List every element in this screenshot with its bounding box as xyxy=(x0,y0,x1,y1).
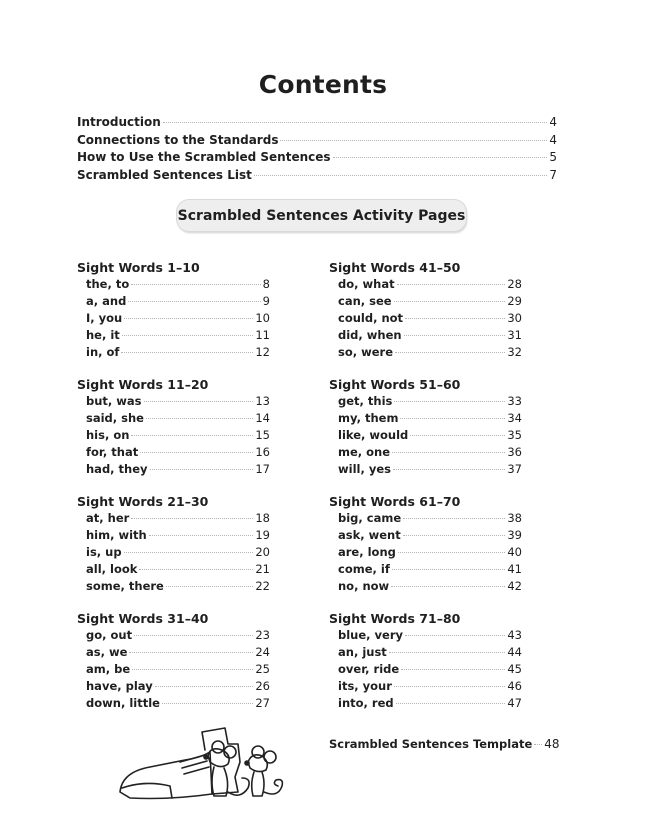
dot-leader xyxy=(394,301,506,302)
toc-entry[interactable] xyxy=(338,695,522,712)
dot-leader xyxy=(397,284,506,285)
dot-leader xyxy=(124,552,254,553)
right-column xyxy=(329,259,560,754)
dot-leader xyxy=(149,535,254,536)
toc-entry-label: come, if xyxy=(338,562,390,576)
toc-entry[interactable] xyxy=(86,644,270,661)
dot-leader xyxy=(131,435,253,436)
toc-entry-label: go, out xyxy=(86,628,133,642)
toc-entry[interactable] xyxy=(338,661,522,678)
dot-leader xyxy=(403,535,506,536)
toc-entry-label: over, ride xyxy=(338,662,400,676)
toc-entry-page: 25 xyxy=(255,662,270,676)
activity-pages-banner: Scrambled Sentences Activity Pages xyxy=(177,200,466,231)
toc-entry-page: 34 xyxy=(507,411,522,425)
mouse-ear-icon xyxy=(212,741,224,753)
toc-section xyxy=(77,610,270,727)
toc-entry-page: 4 xyxy=(549,132,557,147)
toc-entry-label: Scrambled Sentences Template xyxy=(329,737,533,751)
dot-leader xyxy=(132,669,253,670)
toc-entry-label: he, it xyxy=(86,328,120,342)
toc-section xyxy=(329,493,522,610)
template-entry-wrapper xyxy=(329,736,560,754)
toc-entry[interactable] xyxy=(86,461,270,478)
toc-entry-page: 20 xyxy=(255,545,270,559)
mouse-nose-icon xyxy=(245,761,249,765)
toc-entry[interactable] xyxy=(338,510,522,527)
toc-entry[interactable] xyxy=(338,393,522,410)
toc-entry-label: for, that xyxy=(86,445,139,459)
toc-entry-page: 33 xyxy=(507,394,522,408)
toc-entry-page: 45 xyxy=(507,662,522,676)
dot-leader xyxy=(254,175,548,176)
toc-entry-page: 12 xyxy=(255,345,270,359)
section-title[interactable]: Sight Words 1–10 xyxy=(77,260,200,275)
toc-entry-page: 14 xyxy=(255,411,270,425)
dot-leader xyxy=(131,284,260,285)
toc-entry-page: 10 xyxy=(255,311,270,325)
dot-leader xyxy=(131,518,253,519)
toc-entry[interactable] xyxy=(338,461,522,478)
dot-leader xyxy=(129,652,253,653)
toc-entry-page: 42 xyxy=(507,579,522,593)
toc-entry-page: 37 xyxy=(507,462,522,476)
toc-entry-how-to-use[interactable] xyxy=(77,149,557,167)
toc-entry[interactable] xyxy=(86,627,270,644)
toc-section xyxy=(77,493,270,610)
toc-entry-label: but, was xyxy=(86,394,142,408)
dot-leader xyxy=(395,352,505,353)
dot-leader xyxy=(400,418,505,419)
toc-entry-page: 15 xyxy=(255,428,270,442)
toc-entry-label: his, on xyxy=(86,428,130,442)
toc-entry-label: at, her xyxy=(86,511,130,525)
toc-entry-label: some, there xyxy=(86,579,164,593)
toc-entry-label: Introduction xyxy=(77,115,161,129)
dot-leader xyxy=(166,586,254,587)
toc-entry-label: do, what xyxy=(338,277,395,291)
toc-entry-label: like, would xyxy=(338,428,409,442)
toc-entry-page: 7 xyxy=(549,167,557,182)
toc-entry[interactable] xyxy=(338,310,522,327)
toc-entry[interactable] xyxy=(86,661,270,678)
toc-entry[interactable] xyxy=(86,510,270,527)
toc-entry-label: Connections to the Standards xyxy=(77,132,279,147)
toc-entry-label: down, little xyxy=(86,696,160,710)
toc-entry[interactable] xyxy=(86,310,270,327)
dot-leader xyxy=(128,301,260,302)
dot-leader xyxy=(134,635,253,636)
dot-leader xyxy=(146,418,253,419)
toc-entry-label: have, play xyxy=(86,679,153,693)
toc-entry[interactable] xyxy=(86,393,270,410)
toc-entry-label: me, one xyxy=(338,445,391,459)
toc-entry-label: can, see xyxy=(338,294,392,308)
toc-entry-page: 36 xyxy=(507,445,522,459)
toc-entry-label: big, came xyxy=(338,511,402,525)
toc-entry-page: 23 xyxy=(255,628,270,642)
toc-entry-label: will, yes xyxy=(338,462,391,476)
toc-entry-connections[interactable] xyxy=(77,132,557,150)
toc-entry-page: 30 xyxy=(507,311,522,325)
toc-entry-label: How to Use the Scrambled Sentences xyxy=(77,150,331,164)
toc-entry-page: 47 xyxy=(507,696,522,710)
section-title[interactable]: Sight Words 31–40 xyxy=(77,611,209,626)
dot-leader xyxy=(401,669,505,670)
toc-entry[interactable] xyxy=(338,427,522,444)
toc-entry[interactable] xyxy=(86,327,270,344)
toc-entry-label: I, you xyxy=(86,311,123,325)
toc-entry-label: a, and xyxy=(86,294,127,308)
dot-leader xyxy=(393,469,505,470)
mouse-body-icon xyxy=(212,767,228,796)
toc-section xyxy=(329,376,522,493)
toc-entry-label: had, they xyxy=(86,462,148,476)
section-title[interactable]: Sight Words 11–20 xyxy=(77,377,209,392)
section-title[interactable]: Sight Words 41–50 xyxy=(329,260,461,275)
toc-entry-label: as, we xyxy=(86,645,128,659)
toc-entry-label: did, when xyxy=(338,328,402,342)
mouse-tail-icon xyxy=(264,780,282,794)
toc-entry-page: 19 xyxy=(255,528,270,542)
shoe-sole-icon xyxy=(120,752,212,799)
toc-entry-label: am, be xyxy=(86,662,131,676)
toc-entry-label: so, were xyxy=(338,345,394,359)
dot-leader xyxy=(163,122,548,123)
toc-entry-page: 41 xyxy=(507,562,522,576)
toc-section xyxy=(329,610,522,727)
toc-entry-page: 32 xyxy=(507,345,522,359)
toc-entry[interactable] xyxy=(86,444,270,461)
page-title: Contents xyxy=(258,70,388,99)
dot-leader xyxy=(124,318,253,319)
toc-entry-page: 43 xyxy=(507,628,522,642)
toc-entry-page: 11 xyxy=(255,328,270,342)
dot-leader xyxy=(121,352,253,353)
dot-leader xyxy=(144,401,254,402)
toc-entry-page: 28 xyxy=(507,277,522,291)
toc-entry-label: its, your xyxy=(338,679,392,693)
toc-entry-page: 9 xyxy=(262,294,270,308)
section-title[interactable]: Sight Words 51–60 xyxy=(329,377,461,392)
sneaker-with-mice-illustration xyxy=(110,722,290,812)
dot-leader xyxy=(394,401,505,402)
dot-leader xyxy=(394,686,505,687)
toc-entry-page: 31 xyxy=(507,328,522,342)
dot-leader xyxy=(392,569,506,570)
toc-entry-page: 29 xyxy=(507,294,522,308)
toc-entry-template[interactable] xyxy=(329,736,560,754)
toc-entry-label: blue, very xyxy=(338,628,403,642)
toc-entry-page: 18 xyxy=(255,511,270,525)
toc-entry[interactable] xyxy=(86,344,270,361)
mouse-nose-icon xyxy=(204,755,208,759)
dot-leader xyxy=(333,157,548,158)
toc-entry-page: 44 xyxy=(507,645,522,659)
section-title[interactable]: Sight Words 61–70 xyxy=(329,494,461,509)
toc-entry-label: an, just xyxy=(338,645,387,659)
toc-entry-label: could, not xyxy=(338,311,404,325)
toc-entry-page: 21 xyxy=(255,562,270,576)
toc-entry-label: said, she xyxy=(86,411,144,425)
toc-section xyxy=(329,259,522,376)
toc-entry-label: is, up xyxy=(86,545,122,559)
toc-entry[interactable] xyxy=(338,578,522,595)
toc-section xyxy=(77,259,270,376)
section-title[interactable]: Sight Words 71–80 xyxy=(329,611,461,626)
section-title[interactable]: Sight Words 21–30 xyxy=(77,494,209,509)
toc-entry[interactable] xyxy=(338,410,522,427)
toc-entry-introduction[interactable] xyxy=(77,114,557,132)
toc-entry-label: him, with xyxy=(86,528,147,542)
toc-entry-page: 26 xyxy=(255,679,270,693)
toc-entry-label: into, red xyxy=(338,696,394,710)
dot-leader xyxy=(155,686,254,687)
toc-entry[interactable] xyxy=(86,578,270,595)
toc-entry-label: in, of xyxy=(86,345,120,359)
dot-leader xyxy=(139,569,253,570)
left-column xyxy=(77,259,270,727)
toc-entry-page: 27 xyxy=(255,696,270,710)
toc-entry[interactable] xyxy=(338,527,522,544)
dot-leader xyxy=(280,140,547,141)
toc-section xyxy=(77,376,270,493)
toc-entry[interactable] xyxy=(338,293,522,310)
toc-entry[interactable] xyxy=(86,695,270,712)
toc-entry-label: my, them xyxy=(338,411,399,425)
toc-entry-label: the, to xyxy=(86,277,130,291)
dot-leader xyxy=(410,435,505,436)
toc-entry-page: 17 xyxy=(255,462,270,476)
toc-entry[interactable] xyxy=(338,644,522,661)
toc-entry-page: 4 xyxy=(549,115,557,129)
toc-entry-page: 13 xyxy=(255,394,270,408)
toc-entry-label: all, look xyxy=(86,562,138,576)
dot-leader xyxy=(534,744,542,745)
dot-leader xyxy=(405,318,505,319)
toc-entry-page: 39 xyxy=(507,528,522,542)
toc-entry[interactable] xyxy=(338,327,522,344)
dot-leader xyxy=(122,335,254,336)
toc-entry[interactable] xyxy=(86,427,270,444)
dot-leader xyxy=(404,335,506,336)
intro-toc-list xyxy=(77,114,557,184)
toc-entry[interactable] xyxy=(338,561,522,578)
toc-entry[interactable] xyxy=(338,444,522,461)
toc-entry[interactable] xyxy=(338,678,522,695)
mouse-body-icon xyxy=(252,772,264,796)
dot-leader xyxy=(396,703,506,704)
toc-entry-page: 48 xyxy=(544,737,560,751)
toc-entry-page: 22 xyxy=(255,579,270,593)
toc-entry[interactable] xyxy=(86,561,270,578)
dot-leader xyxy=(162,703,253,704)
dot-leader xyxy=(389,652,506,653)
toc-entry[interactable] xyxy=(86,544,270,561)
dot-leader xyxy=(392,452,505,453)
dot-leader xyxy=(405,635,505,636)
toc-entry-label: are, long xyxy=(338,545,396,559)
toc-entry-page: 16 xyxy=(255,445,270,459)
dot-leader xyxy=(140,452,253,453)
dot-leader xyxy=(398,552,505,553)
toc-entry[interactable] xyxy=(86,678,270,695)
toc-entry[interactable] xyxy=(338,276,522,293)
toc-entry[interactable] xyxy=(338,344,522,361)
toc-entry[interactable] xyxy=(338,544,522,561)
toc-entry-page: 5 xyxy=(549,150,557,164)
toc-entry-label: ask, went xyxy=(338,528,401,542)
toc-entry[interactable] xyxy=(86,410,270,427)
toc-entry-page: 8 xyxy=(262,277,270,291)
toc-entry[interactable] xyxy=(86,527,270,544)
toc-entry-page: 35 xyxy=(507,428,522,442)
toc-entry-page: 40 xyxy=(507,545,522,559)
toc-entry[interactable] xyxy=(86,276,270,293)
dot-leader xyxy=(403,518,505,519)
toc-entry[interactable] xyxy=(86,293,270,310)
toc-entry-page: 38 xyxy=(507,511,522,525)
shoe-toe-icon xyxy=(122,783,172,798)
toc-entry-label: Scrambled Sentences List xyxy=(77,167,252,182)
dot-leader xyxy=(150,469,254,470)
toc-entry-label: no, now xyxy=(338,579,390,593)
toc-entry-label: get, this xyxy=(338,394,393,408)
toc-entry[interactable] xyxy=(338,627,522,644)
toc-entry-page: 46 xyxy=(507,679,522,693)
toc-entry-page: 24 xyxy=(255,645,270,659)
dot-leader xyxy=(391,586,505,587)
toc-entry-sentences-list[interactable] xyxy=(77,167,557,185)
